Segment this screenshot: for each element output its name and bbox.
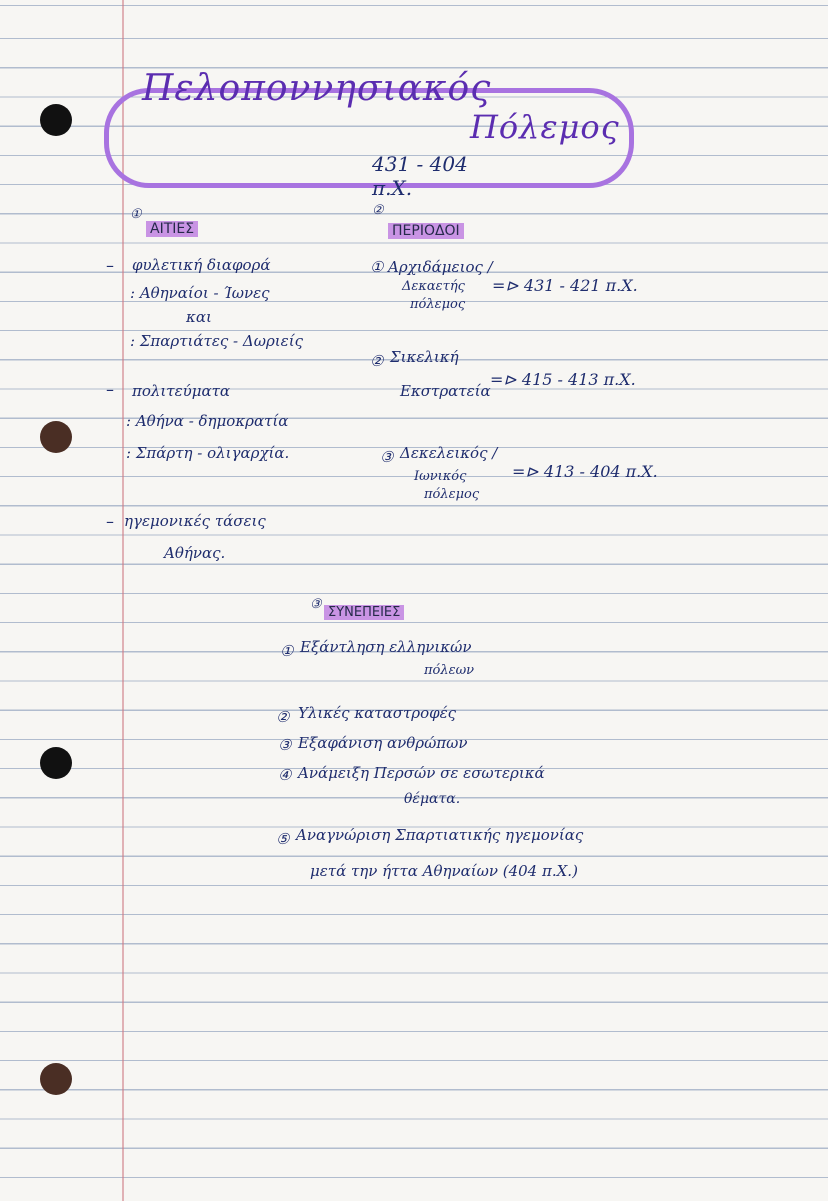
period-3-line2: Ιωνικός bbox=[414, 469, 467, 484]
consequence-2-num: ② bbox=[276, 708, 290, 726]
consequence-3-line1: Εξαφάνιση ανθρώπων bbox=[298, 734, 468, 752]
cause-2-sub-1: : Αθήνα - δημοκρατία bbox=[126, 412, 289, 430]
period-2-line2: Εκστρατεία bbox=[400, 382, 491, 400]
causes-heading: ΑΙΤΙΕΣ bbox=[146, 222, 198, 236]
consequence-5-line1: Αναγνώριση Σπαρτιατικής ηγεμονίας bbox=[296, 826, 584, 844]
consequence-2-line1: Υλικές καταστροφές bbox=[298, 704, 457, 722]
consequences-heading: ΣΥΝΕΠΕΙΕΣ bbox=[324, 606, 404, 619]
punch-hole bbox=[40, 421, 72, 453]
consequence-4-line1: Ανάμειξη Περσών σε εσωτερικά bbox=[298, 764, 545, 782]
period-1-line2: Δεκαετής bbox=[402, 279, 465, 294]
cause-1-sub-3: : Σπαρτιάτες - Δωριείς bbox=[130, 332, 303, 350]
cause-1-sub-1: : Αθηναίοι - Ίωνες bbox=[130, 284, 270, 302]
period-1-line1: Αρχιδάμειος / bbox=[388, 258, 493, 276]
periods-heading-num: ② bbox=[372, 203, 384, 218]
page-title: Πελοποννησιακός bbox=[142, 68, 492, 109]
consequence-1-line1: Εξάντληση ελληνικών bbox=[300, 638, 472, 656]
consequence-4-line2: θέματα. bbox=[404, 791, 461, 807]
cause-2-sub-2: : Σπάρτη - ολιγαρχία. bbox=[126, 444, 290, 462]
consequence-3-num: ③ bbox=[278, 736, 292, 754]
bullet-dash: – bbox=[106, 380, 114, 399]
consequence-1-line2: πόλεων bbox=[424, 663, 475, 678]
cause-1: φυλετική διαφορά bbox=[132, 256, 271, 274]
page-title-2: Πόλεμος bbox=[470, 108, 620, 146]
punch-hole bbox=[40, 104, 72, 136]
causes-heading-num: ① bbox=[130, 207, 142, 222]
punch-hole bbox=[40, 747, 72, 779]
period-2-date: =⊳ 415 - 413 π.Χ. bbox=[490, 370, 636, 389]
period-2-line1: Σικελική bbox=[390, 348, 459, 366]
period-3-date: =⊳ 413 - 404 π.Χ. bbox=[512, 462, 658, 481]
punch-hole bbox=[40, 1063, 72, 1095]
period-1-num: ① bbox=[370, 258, 384, 276]
cause-2: πολιτεύματα bbox=[132, 382, 231, 400]
period-3-line1: Δεκελεικός / bbox=[400, 444, 498, 462]
consequence-5-line2: μετά την ήττα Αθηναίων (404 π.Χ.) bbox=[310, 862, 578, 880]
consequence-1-num: ① bbox=[280, 642, 294, 660]
title-dates: 431 - 404 π.Χ. bbox=[372, 152, 468, 200]
consequences-heading-num: ③ bbox=[310, 597, 322, 612]
consequence-5-num: ⑤ bbox=[276, 830, 290, 848]
period-1-line3: πόλεμος bbox=[410, 297, 466, 312]
period-2-num: ② bbox=[370, 352, 384, 370]
consequence-4-num: ④ bbox=[278, 766, 292, 784]
cause-3: ηγεμονικές τάσεις bbox=[124, 512, 266, 530]
cause-1-sub-2: και bbox=[186, 308, 212, 326]
bullet-dash: – bbox=[106, 256, 114, 275]
period-3-num: ③ bbox=[380, 448, 394, 466]
bullet-dash: – bbox=[106, 512, 114, 531]
cause-3-sub-1: Αθήνας. bbox=[164, 544, 226, 562]
period-3-line3: πόλεμος bbox=[424, 487, 480, 502]
period-1-date: =⊳ 431 - 421 π.Χ. bbox=[492, 276, 638, 295]
periods-heading: ΠΕΡΙΟΔΟΙ bbox=[388, 224, 464, 238]
